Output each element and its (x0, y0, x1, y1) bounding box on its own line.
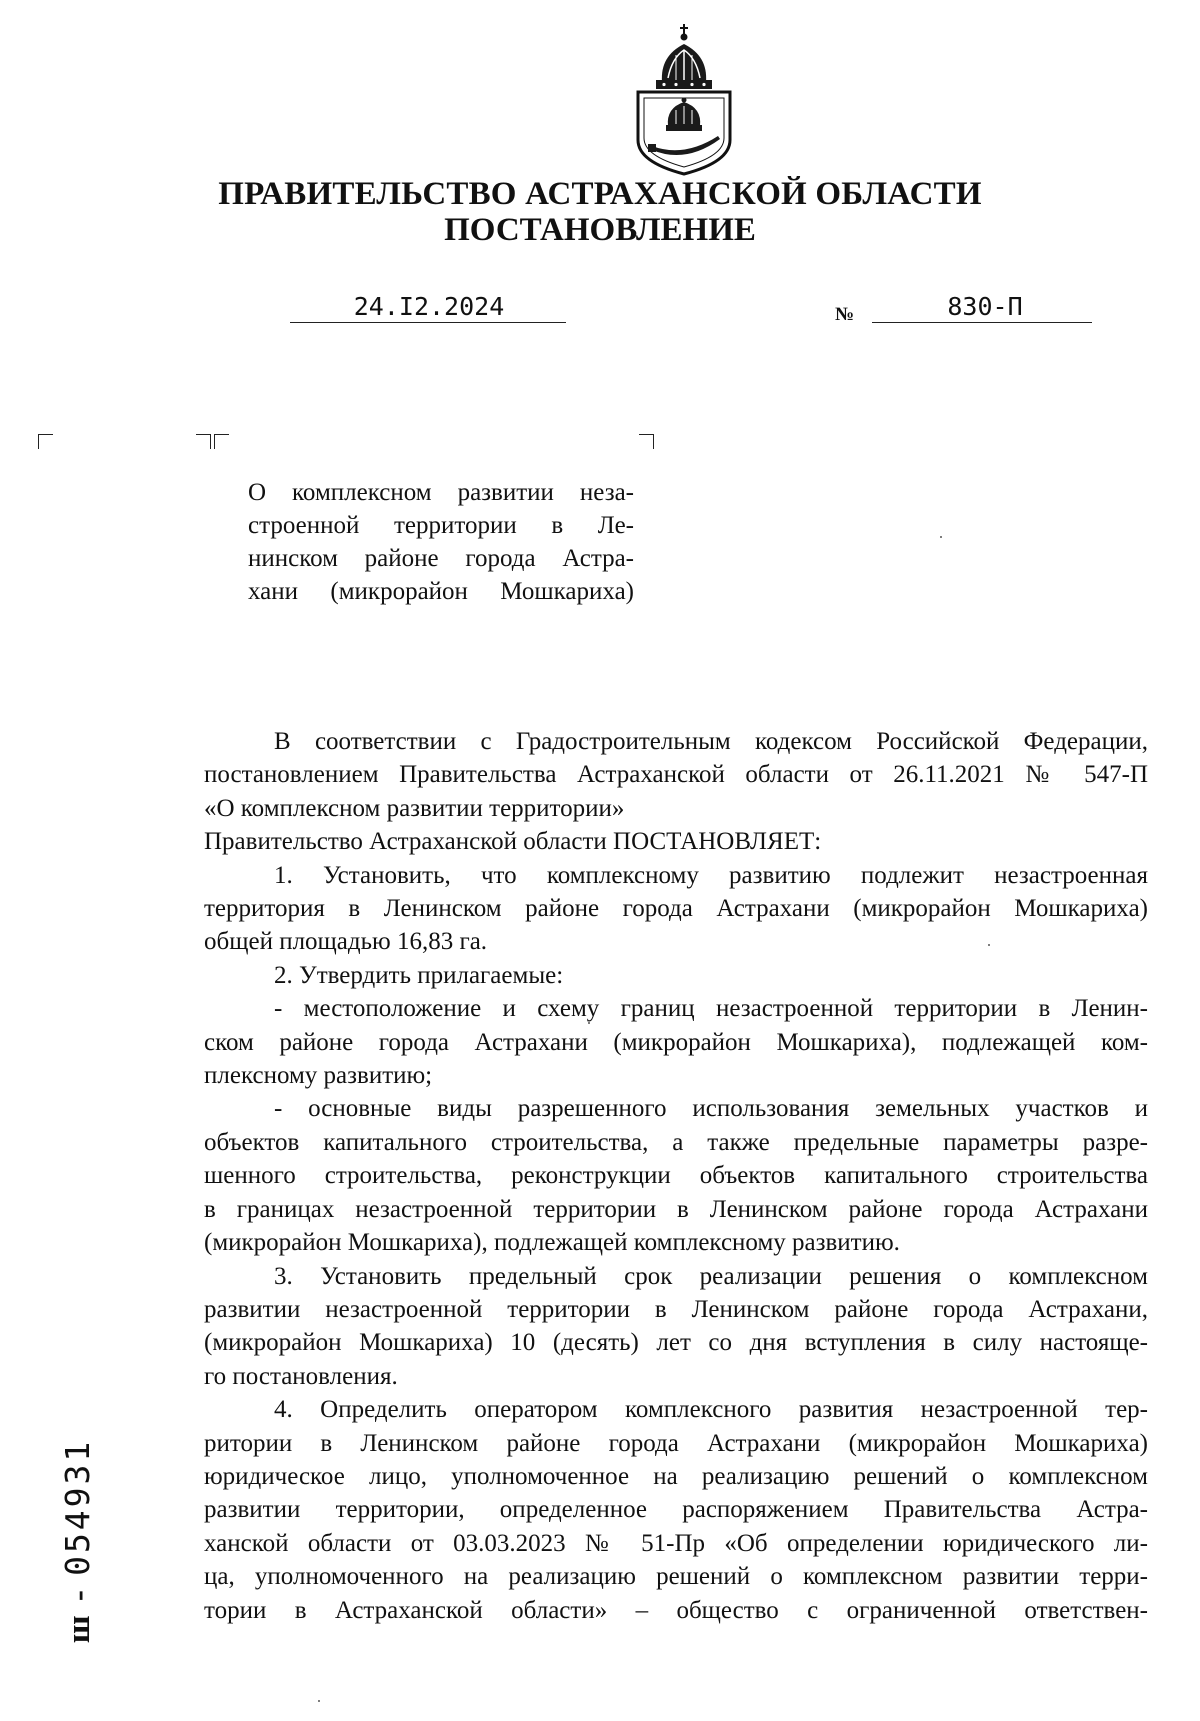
scan-speck (988, 944, 990, 946)
body-line: территория в Ленинском районе города Астрахани (микрорайон Мошкариха) (204, 895, 1148, 923)
corner-bracket-subject-left-end (196, 434, 211, 449)
date-underline (290, 322, 566, 323)
body-line: «О комплексном развитии территории» (204, 794, 625, 822)
body-line: ском районе города Астрахани (микрорайон Мошкариха), подлежащей ком- (204, 1028, 1148, 1056)
document-type: ПОСТАНОВЛЕНИЕ (444, 212, 756, 248)
body-line: 4. Определить оператором комплексного развития незастроенной тер- (274, 1396, 1148, 1424)
body-line: плексному развитию; (204, 1062, 433, 1090)
corner-bracket-left (38, 434, 53, 449)
serial-digits: 054931 (58, 1438, 97, 1576)
scan-speck (588, 1022, 590, 1024)
body-line: - основные виды разрешенного использования земельных участков и (274, 1095, 1148, 1123)
form-serial-number (58, 1439, 98, 1644)
body-line: (микрорайон Мошкариха) 10 (десять) лет со дня вступления в силу настояще- (204, 1329, 1148, 1357)
body-line: тории в Астраханской области» – общество с ограниченной ответствен- (204, 1596, 1148, 1624)
body-line: 1. Установить, что комплексному развитию подлежит незастроенная (274, 861, 1148, 889)
body-line: юридическое лицо, уполномоченное на реализацию решений о комплексном (204, 1462, 1148, 1490)
body-line: - местоположение и схему границ незастроенной территории в Ленин- (274, 995, 1148, 1023)
body-line: шенного строительства, реконструкции объектов капитального строительства (204, 1162, 1148, 1190)
body-line: развитии территории, определенное распоряжением Правительства Астра- (204, 1496, 1148, 1524)
corner-bracket-subject-end (639, 434, 654, 449)
document-date: 24.I2.2024 (353, 292, 505, 321)
subject-line: О комплексном развитии неза- (248, 479, 634, 506)
body-line: в границах незастроенной территории в Ленинском районе города Астрахани (204, 1195, 1148, 1223)
body-line: ритории в Ленинском районе города Астрахани (микрорайон Мошкариха) (204, 1429, 1148, 1457)
subject-line: хани (микрорайон Мошкариха) (248, 578, 634, 605)
body-line: 2. Утвердить прилагаемые: (274, 961, 564, 989)
body-line: общей площадью 16,83 га. (204, 928, 488, 956)
body-line: В соответствии с Градостроительным кодексом Российской Федерации, (274, 728, 1148, 755)
serial-prefix: ш - (61, 1587, 97, 1644)
body-line: Правительство Астраханской области ПОСТАНОВЛЯЕТ: (204, 828, 822, 856)
body-line: ханской области от 03.03.2023 № 51-Пр «Об определении юридического ли- (204, 1529, 1148, 1557)
body-line: развитии незастроенной территории в Ленинском районе города Астрахани, (204, 1295, 1148, 1323)
body-line: 3. Установить предельный срок реализации решения о комплексном (274, 1262, 1148, 1290)
scan-speck (318, 1700, 320, 1702)
subject-line: строенной территории в Ле- (248, 512, 634, 539)
corner-bracket-subject-start (214, 434, 229, 449)
scan-speck (940, 536, 942, 538)
body-line: объектов капитального строительства, а также предельные параметры разре- (204, 1128, 1148, 1156)
document-body (204, 725, 1148, 1627)
organization-name: ПРАВИТЕЛЬСТВО АСТРАХАНСКОЙ ОБЛАСТИ (218, 176, 982, 212)
body-line: го постановления. (204, 1362, 398, 1390)
document-number: 830-П (947, 292, 1023, 321)
body-line: (микрорайон Мошкариха), подлежащей комплексному развитию. (204, 1229, 900, 1257)
document-subject (248, 476, 634, 608)
body-line: ца, уполномоченного на реализацию решений о комплексном развитии терри- (204, 1563, 1148, 1591)
coat-of-arms-icon (632, 22, 736, 176)
number-sign: № (835, 304, 855, 325)
body-line: постановлением Правительства Астраханской области от 26.11.2021 № 547-П (204, 761, 1148, 789)
number-underline (872, 322, 1092, 323)
subject-line: нинском районе города Астра- (248, 545, 634, 572)
